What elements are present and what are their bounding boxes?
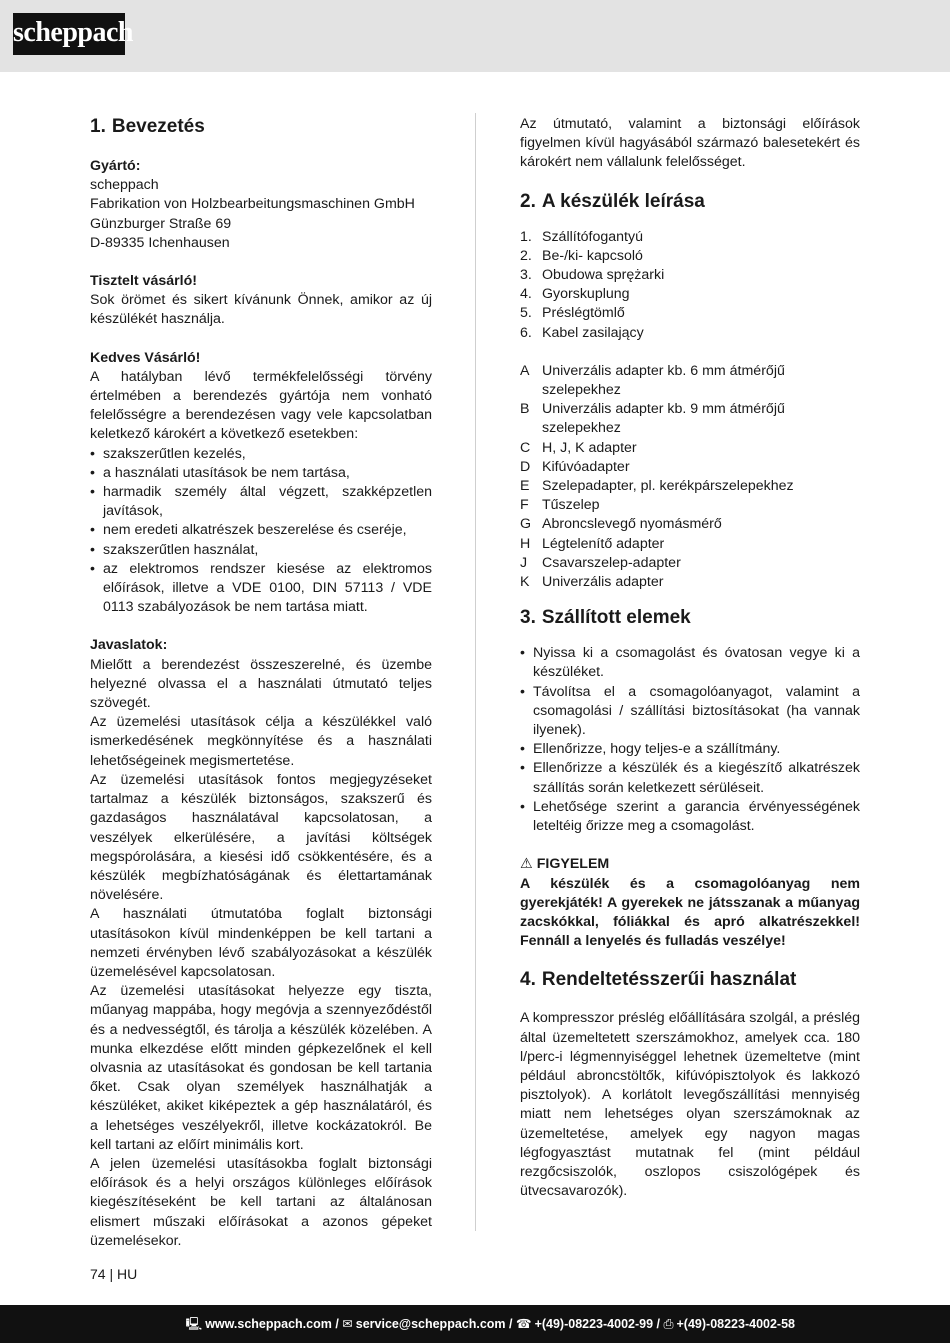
spacer	[520, 951, 860, 968]
disclaimer-text: Az útmutató, valamint a biztonsági előírások figyelmen kívül hagyásából származó balesetekért és károkért nem vállalunk felelősséget.	[520, 116, 860, 171]
item-text: Tűszelep	[542, 497, 600, 514]
spacer	[520, 836, 860, 855]
item-letter: G	[520, 516, 532, 533]
spacer	[90, 253, 432, 272]
list-item: • Ellenőrizze, hogy teljes-e a szállítmány.	[520, 740, 860, 759]
item-text: Gyorskuplung	[542, 286, 630, 303]
item-letter: J	[520, 554, 528, 571]
item-letter: H	[520, 535, 531, 552]
header-bar	[0, 0, 950, 72]
list-item	[520, 477, 860, 496]
scheppach-logo: scheppach	[13, 13, 125, 55]
item-number: 3.	[520, 267, 532, 284]
manufacturer-line: scheppach	[90, 177, 159, 194]
item-text: Szállítófogantyú	[542, 228, 643, 245]
manufacturer-label: Gyártó:	[90, 158, 141, 174]
list-item	[520, 458, 860, 477]
list-item: • harmadik személy által végzett, szakképzetlen javítások,	[90, 483, 432, 521]
list-item: • Nyissa ki a csomagolást és óvatosan vegye ki a készüléket.	[520, 644, 860, 682]
spacer	[90, 330, 432, 349]
page-number	[90, 1265, 137, 1283]
manufacturer-line: D-89335 Ichenhausen	[90, 234, 230, 251]
fax-icon: ⎙	[663, 1317, 674, 1331]
spacer	[520, 992, 860, 1009]
list-item: • Ellenőrizze a készülék és a kiegészítő alkatrészek szállítás során keletkezett sérüléseit.	[520, 759, 860, 797]
item-number: 6.	[520, 324, 532, 341]
mail-icon: ✉︎	[342, 1317, 353, 1331]
section-number: 1.	[90, 116, 106, 137]
column-divider	[475, 113, 476, 1231]
item-letter: K	[520, 574, 530, 591]
section-title: Szállított elemek	[541, 607, 691, 629]
advice-paragraph: Az üzemelési utasítások fontos megjegyzéseket tartalmaz a készülék biztonságos, szakszerű és gazdaságos használatával kapcsolatosan, a veszélyek elkerülésére, a javítási költségek megspórolására, a kiesési idő csökkentésére, és a készülék megbízhatóságának és élettartamának növelésére.	[90, 771, 432, 904]
list-item	[520, 573, 860, 592]
list-item	[520, 515, 860, 534]
list-item	[520, 266, 860, 285]
item-text: Abroncslevegő nyomásmérő	[542, 516, 722, 533]
list-item: • szakszerűtlen kezelés,	[90, 445, 432, 464]
liability-list	[90, 445, 432, 618]
intended-use-text: A kompresszor préslég előállítására szolgál, a préslég által üzemeltetett szerszámokhoz, amelyek cca. 180 l/perc-i légmennyiséggel lehetnek üzemeltetve (mint például abroncstöltők, kifúvópisztolyok és lakkozó pisztolyok). A korlátolt levegőszállítási mennyiség miatt nem lehetséges olyan szerszámoknak az üzemeltetése, amelyek egy nagyon magas légfogyasztást mutatnak fel (mint például rezgőcsiszolók, oszlopos csiszológépek és ütvecsavarozók).	[520, 1010, 860, 1200]
section-number: 3.	[520, 607, 536, 629]
page-language: HU	[117, 1266, 138, 1282]
list-item	[520, 324, 860, 343]
advice-paragraph: Az üzemelési utasítások célja a készülékkel való ismerkedésének megkönnyítése és a használati lehetőségeinek megismertetése.	[90, 714, 432, 769]
item-text: Csavarszelep-adapter	[542, 554, 681, 571]
spacer	[520, 630, 860, 644]
list-item	[520, 439, 860, 458]
footer-website: www.scheppach.com /	[205, 1317, 339, 1331]
spacer	[520, 592, 860, 606]
list-item	[520, 228, 860, 247]
list-item	[520, 285, 860, 304]
list-item: • Távolítsa el a csomagolóanyagot, valamint a csomagolási / szállítási biztosításokat (ha vannak ilyenek).	[520, 683, 860, 741]
item-text: H, J, K adapter	[542, 439, 637, 456]
footer-bar	[0, 1305, 950, 1343]
manufacturer-line: Fabrikation von Holzbearbeitungsmaschinen GmbH	[90, 196, 415, 213]
section-number: 2.	[520, 190, 536, 212]
item-text: Kabel zasilający	[542, 324, 644, 341]
list-item	[520, 362, 860, 400]
item-number: 4.	[520, 286, 532, 303]
section-number: 4.	[520, 969, 536, 991]
advice-paragraph: A jelen üzemelési utasításokba foglalt biztonsági előírások és a helyi országos különleges előírások kiegészítéseként be kell tartani az általánosan elismert műszaki előírásokat a azonos gépeket üzemelésekor.	[90, 1155, 432, 1249]
item-text: Préslégtömlő	[542, 305, 625, 322]
item-number: 1.	[520, 228, 532, 245]
section-title: A készülék leírása	[541, 190, 705, 212]
item-text: Univerzális adapter	[542, 574, 664, 591]
list-item: • a használati utasítások be nem tartása,	[90, 464, 432, 483]
item-text: Kifúvóadapter	[542, 458, 630, 475]
left-column	[90, 115, 432, 1251]
footer-fax: +(49)-08223-4002-58	[676, 1317, 795, 1331]
manufacturer-line: Günzburger Straße 69	[90, 215, 232, 232]
item-letter: E	[520, 478, 530, 495]
section-heading-intended-use	[520, 968, 860, 992]
liability-text: A hatályban lévő termékfelelősségi törvény értelmében a berendezés gyártója nem vonható felelősségre a berendezésen vagy vele kapcsolatban keletkező károkért a következő esetekben:	[90, 368, 432, 443]
section-heading-description	[520, 190, 860, 214]
list-item	[520, 247, 860, 266]
accessories-list	[520, 362, 860, 592]
item-text: Szelepadapter, pl. kerékpárszelepekhez	[542, 478, 794, 495]
warning-heading	[520, 855, 860, 874]
advice-paragraph: Mielőtt a berendezést összeszerelné, és üzembe helyezné olvassa el a használati útmutató teljes szövegét.	[90, 656, 432, 712]
page-number-value: 74	[90, 1266, 106, 1282]
list-item	[520, 304, 860, 323]
computer-icon: 🖳︎	[185, 1317, 203, 1331]
spacer	[520, 343, 860, 362]
list-item	[520, 496, 860, 515]
page-separator: |	[109, 1266, 114, 1282]
section-title: Bevezetés	[111, 116, 205, 137]
list-item	[520, 400, 860, 438]
liability-label: Kedves Vásárló!	[90, 349, 201, 366]
greeting-text: Sok örömet és sikert kívánunk Önnek, amikor az új készülékét használja.	[90, 292, 432, 328]
list-item: • nem eredeti alkatrészek beszerelése és cseréje,	[90, 521, 432, 540]
item-text: Légtelenítő adapter	[542, 535, 665, 552]
spacer	[520, 214, 860, 228]
item-letter: A	[520, 362, 530, 379]
item-number: 5.	[520, 305, 532, 322]
item-text: Univerzális adapter kb. 6 mm átmérőjű szelepekhez	[542, 362, 785, 399]
spacer	[90, 139, 432, 157]
section-title: Rendeltetésszerűi használat	[541, 969, 797, 991]
spacer	[90, 617, 432, 636]
warning-text: A készülék és a csomagolóanyag nem gyerekjáték! A gyerekek ne játsszanak a műanyag zacskókkal, fóliákkal és apró alkatrészekkel! Fennáll a lenyelés és fulladás veszélye!	[520, 875, 860, 950]
list-item: • szakszerűtlen használat,	[90, 541, 432, 560]
list-item	[520, 535, 860, 554]
delivery-list	[520, 644, 860, 836]
footer-phone: +(49)-08223-4002-99 /	[534, 1317, 660, 1331]
advice-label: Javaslatok:	[90, 637, 168, 654]
section-heading-delivery	[520, 606, 860, 630]
item-text: Univerzális adapter kb. 9 mm átmérőjű szelepekhez	[542, 401, 785, 437]
warning-title: FIGYELEM	[536, 856, 610, 873]
list-item	[520, 554, 860, 573]
warning-triangle-icon: ⚠	[520, 856, 533, 873]
item-text: Be-/ki- kapcsoló	[542, 247, 643, 264]
parts-list	[520, 228, 860, 343]
phone-icon: ☎︎	[515, 1317, 532, 1331]
item-letter: B	[520, 401, 530, 418]
item-letter: F	[520, 497, 529, 514]
list-item: • az elektromos rendszer kiesése az elektromos előírások, illetve a VDE 0100, DIN 57113 / VDE 0113 szabályozások be nem tartása miatt.	[90, 560, 432, 618]
footer-email: service@scheppach.com /	[355, 1317, 513, 1331]
item-text: Obudowa sprężarki	[542, 267, 665, 284]
advice-paragraph: A használati útmutatóba foglalt biztonsági utasításokon kívül mindenképpen be kell tartani a nemzeti érvényben lévő szabályozásokat a készülék üzemelésével kapcsolatosan.	[90, 906, 432, 980]
spacer	[520, 173, 860, 190]
list-item: • Lehetősége szerint a garancia érvényességének leteltéig őrizze meg a csomagolást.	[520, 798, 860, 836]
right-column	[520, 115, 860, 1201]
item-letter: C	[520, 439, 531, 456]
item-letter: D	[520, 458, 531, 475]
advice-paragraph: Az üzemelési utasításokat helyezze egy tiszta, műanyag mappába, hogy megóvja a szennyeződéstől és a nedvességtől, és tárolja a készülék közelében. A munka elkezdése előtt minden gépkezelőnek el kell olvasnia az utasításokat és gondosan be kell tartania őket. Csak olyan személyek használhatják a készüléket, akiket kiképeztek a gép használatáról, és a lehetséges veszélyekről, illetve kockázatokról. Be kell tartani az előírt minimális kort.	[90, 983, 432, 1153]
greeting-label: Tisztelt vásárló!	[90, 273, 197, 290]
item-number: 2.	[520, 247, 532, 264]
section-heading-introduction	[90, 115, 432, 139]
